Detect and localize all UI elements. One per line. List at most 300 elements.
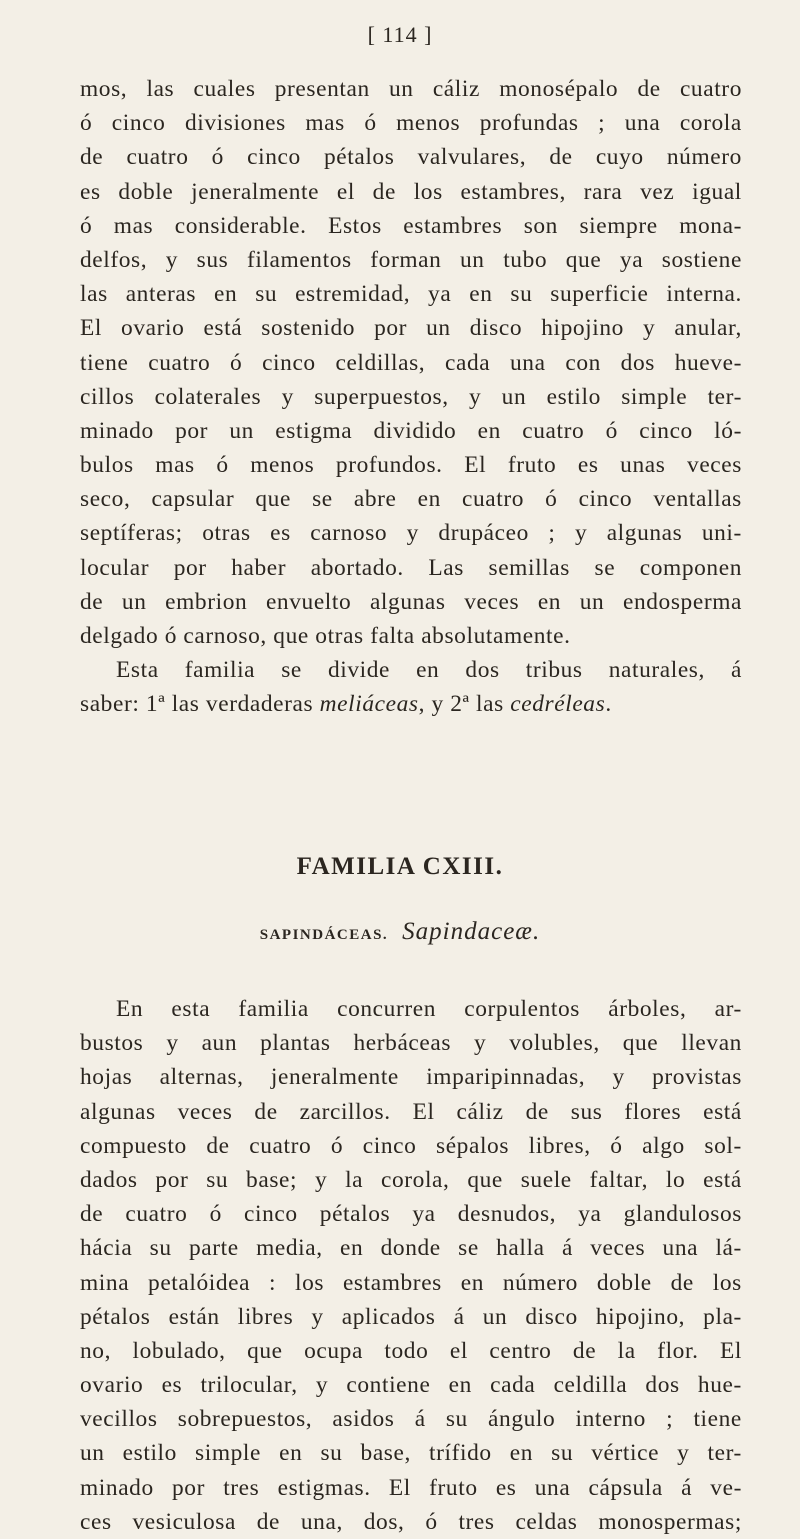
word: ter- — [707, 1440, 742, 1467]
word: vesiculosa — [132, 1508, 236, 1535]
word: en — [509, 1440, 534, 1467]
word: celdas — [515, 1508, 578, 1535]
word: simple — [195, 1440, 262, 1467]
word: otras — [202, 520, 251, 547]
word: anteras — [125, 281, 197, 308]
word: ó — [545, 486, 558, 513]
word: en — [477, 417, 501, 444]
word: divisiones — [184, 110, 286, 137]
word: que — [467, 1166, 503, 1193]
family-name-spanish: SAPINDÁCEAS. — [259, 927, 389, 943]
word: llevan — [681, 1030, 742, 1057]
word: petalóidea — [148, 1269, 251, 1296]
word: por — [155, 1166, 189, 1193]
word: y — [469, 383, 482, 410]
text-line — [80, 482, 742, 516]
word: es — [270, 520, 291, 547]
word: superficie — [550, 281, 649, 308]
word: ó — [605, 417, 618, 444]
word: se — [281, 657, 302, 684]
word: todo — [384, 1337, 429, 1364]
word: dividido — [373, 417, 457, 444]
word: interno — [575, 1406, 646, 1433]
word: ángulo — [488, 1406, 556, 1433]
word: flor. — [657, 1337, 699, 1364]
word: los — [294, 1269, 325, 1296]
word: ó — [610, 1132, 623, 1159]
word: dos — [620, 349, 655, 376]
word: tiene — [693, 1406, 742, 1433]
word: minado — [80, 1474, 154, 1501]
word: algunas — [80, 1098, 156, 1125]
word: familia — [184, 657, 256, 684]
word: cinco — [578, 486, 633, 513]
word: y — [406, 520, 419, 547]
word: de — [256, 1508, 281, 1535]
word: un — [229, 417, 254, 444]
word: número — [666, 144, 742, 171]
word: base, — [360, 1440, 411, 1467]
word: contiene — [346, 1372, 431, 1399]
word: jeneralmente — [191, 178, 320, 205]
word: corola — [679, 110, 742, 137]
word: estigma — [275, 417, 353, 444]
word: desnudos, — [457, 1201, 557, 1228]
word: hueve- — [674, 349, 742, 376]
word: zarcillos. — [299, 1098, 391, 1125]
word: faltar, — [589, 1166, 649, 1193]
word: con — [565, 349, 601, 376]
word: es — [80, 178, 101, 205]
word: en — [416, 657, 440, 684]
word: cinco — [262, 349, 316, 376]
word: ovario — [121, 315, 185, 342]
word: en — [460, 1269, 485, 1296]
word: una — [624, 110, 661, 137]
word: es — [577, 452, 599, 479]
word: jeneralmente — [270, 1064, 399, 1091]
word: drupáceo — [438, 520, 529, 547]
word: de — [80, 588, 104, 615]
word: en — [469, 281, 493, 308]
word: la — [617, 1337, 636, 1364]
word: un — [501, 383, 527, 410]
word: libres — [237, 1303, 294, 1330]
word: cuatro — [462, 486, 525, 513]
text-line — [80, 106, 742, 140]
word: y — [474, 1030, 487, 1057]
word: se — [312, 486, 333, 513]
word: Esta — [116, 657, 159, 684]
word: un — [389, 76, 414, 102]
word: disco — [525, 1303, 578, 1330]
word: ó — [230, 349, 243, 376]
word: ocupa — [304, 1337, 363, 1364]
word: á — [561, 1235, 573, 1262]
word: de — [549, 144, 573, 171]
word: abre — [353, 486, 397, 513]
word: su — [206, 1166, 229, 1193]
word: cuatro — [148, 349, 211, 376]
word: menos — [396, 110, 461, 137]
word: y — [612, 1064, 625, 1091]
word: vez — [640, 178, 675, 205]
word: capsular — [151, 486, 235, 513]
word: fruto — [429, 1474, 478, 1501]
word: estilo — [122, 1440, 177, 1467]
word: algo — [642, 1132, 685, 1159]
word: profundos. — [335, 452, 443, 479]
word: componen — [639, 554, 742, 581]
word: monosépalo — [499, 76, 619, 102]
word: profundas — [479, 110, 579, 137]
word: ; — [666, 1406, 674, 1433]
word: sostenido — [261, 315, 356, 342]
text-line — [80, 1163, 742, 1197]
word: cuyo — [595, 144, 644, 171]
word: abortado. — [310, 554, 404, 581]
word: y — [165, 246, 179, 273]
word: siempre — [579, 212, 658, 239]
word: superpuestos, — [314, 383, 449, 410]
word: minado — [80, 417, 154, 444]
word: Estos — [328, 212, 382, 239]
word: flores — [624, 1098, 682, 1125]
word: menos — [250, 452, 315, 479]
word: pétalos — [323, 144, 395, 171]
text-line — [80, 1300, 742, 1334]
word: ventallas — [653, 486, 742, 513]
word: en — [417, 486, 441, 513]
word: de — [372, 178, 396, 205]
word: anular, — [674, 315, 742, 342]
text-line — [80, 311, 742, 345]
word: mona- — [679, 212, 742, 239]
word: El — [412, 1098, 435, 1125]
word: hipojino, — [595, 1303, 686, 1330]
word: está — [703, 1098, 742, 1125]
word: cada — [445, 349, 491, 376]
word: estambres — [403, 212, 503, 239]
word: veces — [464, 588, 520, 615]
word: bulos — [80, 452, 134, 479]
word: plantas — [260, 1030, 331, 1057]
word: cuatro — [249, 1132, 312, 1159]
word: cuatro — [126, 144, 189, 171]
text-line — [80, 414, 742, 448]
word: provistas — [652, 1064, 742, 1091]
word: una, — [300, 1508, 343, 1535]
word: que — [255, 486, 291, 513]
word: cinco — [247, 144, 301, 171]
word: hácia — [80, 1235, 133, 1262]
word: esta — [171, 996, 211, 1022]
text-line — [80, 1368, 742, 1402]
word: trilocular, — [200, 1372, 298, 1399]
word: mos, — [80, 76, 128, 102]
word: media, — [256, 1235, 323, 1262]
word: veces — [590, 1235, 646, 1262]
word: : — [269, 1269, 277, 1296]
word: tres — [458, 1508, 495, 1535]
word: ló- — [714, 417, 742, 444]
word: sostiene — [661, 246, 742, 273]
word: veces — [177, 1098, 233, 1125]
word: árboles, — [608, 996, 687, 1022]
word: seco, — [80, 486, 131, 513]
word: mas — [113, 212, 154, 239]
word: colaterales — [154, 383, 262, 410]
word: una — [534, 1474, 571, 1501]
word: tribus — [525, 657, 583, 684]
word: un — [426, 315, 451, 342]
text-line — [80, 72, 742, 106]
word: número — [502, 1269, 578, 1296]
word: y — [311, 1303, 324, 1330]
word: sus — [570, 1098, 603, 1125]
word: compuesto — [80, 1132, 187, 1159]
text-line — [80, 448, 742, 482]
word: endosperma — [622, 588, 742, 615]
word: de — [572, 1337, 597, 1364]
word: fruto — [507, 452, 557, 479]
word: asidos — [332, 1406, 395, 1433]
word: divide — [327, 657, 391, 684]
text-line — [80, 1197, 742, 1231]
word: hue- — [697, 1372, 742, 1399]
tribe-meliaceas: meliáceas — [319, 691, 419, 718]
word: las — [146, 76, 175, 102]
text-line — [80, 1095, 742, 1129]
text-line — [80, 516, 742, 550]
word: cápsula — [588, 1474, 663, 1501]
word: de — [670, 1269, 694, 1296]
word: vecillos — [80, 1406, 158, 1433]
word: pétalos — [319, 1201, 391, 1228]
word: sépalos — [436, 1132, 510, 1159]
word: el — [449, 1337, 468, 1364]
word: que — [247, 1337, 283, 1364]
word: trífido — [429, 1440, 492, 1467]
word: monospermas; — [598, 1508, 742, 1535]
word: cinco — [111, 110, 166, 137]
word: valvulares, — [417, 144, 527, 171]
word: por — [175, 417, 209, 444]
word: tubo — [503, 246, 548, 273]
word: pétalos — [80, 1303, 151, 1330]
word: hojas — [80, 1064, 133, 1091]
word: su — [551, 1440, 574, 1467]
word: los — [413, 178, 443, 205]
word: es — [495, 1474, 517, 1501]
word: un — [80, 1440, 105, 1467]
word: locular — [80, 554, 150, 581]
word: dados — [80, 1166, 138, 1193]
text-line: delgado ó carnoso, que otras falta absolutamente. — [80, 623, 571, 649]
text-line — [80, 1129, 742, 1163]
family-name-latin: Sapindaceæ. — [402, 918, 541, 945]
word: donde — [380, 1235, 441, 1262]
word: estambres, — [460, 178, 566, 205]
word: se — [458, 1235, 479, 1262]
text-line — [80, 140, 742, 174]
text-line — [80, 175, 742, 209]
word: ó — [80, 110, 93, 137]
word: ya — [578, 1201, 602, 1228]
word: unas — [620, 452, 666, 479]
text-line — [80, 1060, 742, 1094]
word: familia — [238, 996, 309, 1022]
word: base; — [246, 1166, 298, 1193]
word: ovario — [80, 1372, 144, 1399]
word: están — [168, 1303, 220, 1330]
word: cuatro — [679, 76, 742, 102]
word: filamentos — [246, 246, 352, 273]
word: sol- — [704, 1132, 742, 1159]
word: considerable. — [174, 212, 307, 239]
tribes-prefix: saber: 1ª las verdaderas — [80, 691, 314, 718]
word: pla- — [703, 1303, 742, 1330]
word: mas — [155, 452, 195, 479]
word: parte — [189, 1235, 239, 1262]
word: en — [279, 1440, 303, 1467]
word: celdillas, — [335, 349, 426, 376]
word: cáliz — [456, 1098, 504, 1125]
text-line — [80, 277, 742, 311]
word: ces — [80, 1508, 112, 1535]
word: bustos — [80, 1030, 144, 1057]
word: de — [637, 76, 661, 102]
word: ; — [598, 110, 606, 137]
word: interna. — [666, 281, 742, 308]
word: una — [662, 1235, 699, 1262]
word: semillas — [488, 554, 570, 581]
word: volubles, — [509, 1030, 600, 1057]
word: Las — [428, 554, 464, 581]
word: lo — [665, 1166, 686, 1193]
word: El — [464, 452, 487, 479]
word: el — [336, 178, 355, 205]
word: un — [460, 246, 485, 273]
text-line — [80, 1436, 742, 1470]
word: de — [80, 1201, 104, 1228]
text-line — [80, 1026, 742, 1060]
word: vértice — [591, 1440, 660, 1467]
word: disco — [469, 315, 523, 342]
word: ter- — [707, 383, 742, 410]
text-line — [80, 209, 742, 243]
word: mina — [80, 1269, 130, 1296]
text-line — [80, 380, 742, 414]
word: corpulentos — [464, 996, 580, 1022]
word: lá- — [715, 1235, 742, 1262]
word: tres — [223, 1474, 260, 1501]
word: y — [677, 1440, 690, 1467]
word: en — [537, 588, 562, 615]
word: El — [719, 1337, 742, 1364]
word: septíferas; — [80, 520, 183, 547]
word: en — [214, 281, 238, 308]
word: es — [161, 1372, 183, 1399]
word: cuatro — [522, 417, 585, 444]
word: por — [173, 554, 207, 581]
word: su — [510, 281, 533, 308]
word: un — [482, 1303, 508, 1330]
word: ó — [216, 452, 229, 479]
word: sus — [196, 246, 229, 273]
word: cinco — [639, 417, 693, 444]
family-name — [0, 918, 800, 946]
word: á — [453, 1303, 465, 1330]
word: hipojino — [541, 315, 624, 342]
text-line — [80, 1505, 742, 1539]
word: ó — [330, 1132, 344, 1159]
word: algunas — [606, 520, 683, 547]
word: cinco — [362, 1132, 417, 1159]
word: concurren — [337, 996, 437, 1022]
family-title: FAMILIA CXIII. — [296, 853, 504, 880]
word: en — [448, 1372, 472, 1399]
word: cinco — [244, 1201, 298, 1228]
paragraph-continued — [80, 72, 742, 722]
tribes-suffix: . — [605, 691, 612, 718]
word: aun — [201, 1030, 238, 1057]
word: haber — [231, 554, 287, 581]
word: ó — [209, 1201, 222, 1228]
word: la — [345, 1166, 364, 1193]
word: de — [206, 1132, 230, 1159]
word: suele — [520, 1166, 572, 1193]
word: y — [166, 1030, 179, 1057]
page-number: [ 114 ] — [367, 22, 433, 47]
word: estilo — [546, 383, 601, 410]
word: está — [703, 1166, 742, 1193]
word: ó — [80, 212, 93, 239]
text-line-tribes — [80, 687, 742, 721]
word: estambres — [342, 1269, 442, 1296]
word: presentan — [274, 76, 370, 102]
word: tiene — [80, 349, 129, 376]
word: dos, — [363, 1508, 405, 1535]
word: su — [320, 1440, 343, 1467]
word: estigmas. — [277, 1474, 371, 1501]
word: ya — [619, 246, 644, 273]
word: se — [594, 554, 616, 581]
word: ar- — [714, 996, 742, 1022]
word: en — [340, 1235, 364, 1262]
word: mas — [305, 110, 345, 137]
text-line — [80, 551, 742, 585]
word: alternas, — [159, 1064, 244, 1091]
word: estremidad, — [295, 281, 411, 308]
word: igual — [692, 178, 742, 205]
word: dos — [645, 1372, 680, 1399]
word: á — [414, 1406, 426, 1433]
word: dos — [465, 657, 500, 684]
word: y — [574, 520, 588, 547]
text-line — [80, 1334, 742, 1368]
word: por — [171, 1474, 205, 1501]
word: ve- — [710, 1474, 742, 1501]
word: naturales, — [608, 657, 705, 684]
word: un — [579, 588, 605, 615]
word: herbáceas — [353, 1030, 452, 1057]
word: á — [731, 657, 742, 684]
family-description — [80, 992, 742, 1539]
word: halla — [496, 1235, 545, 1262]
word: su — [149, 1235, 172, 1262]
word: delfos, — [80, 246, 148, 273]
